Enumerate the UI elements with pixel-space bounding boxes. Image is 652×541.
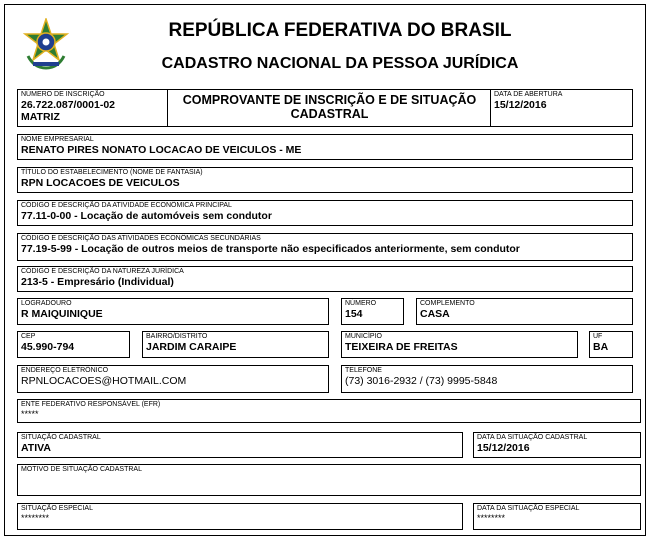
complemento-box xyxy=(416,298,633,325)
efr-label: ENTE FEDERATIVO RESPONSÁVEL (EFR) xyxy=(21,401,161,408)
bairro-label: BAIRRO/DISTRITO xyxy=(146,333,208,340)
abertura-value: 15/12/2016 xyxy=(494,99,547,111)
page-title: REPÚBLICA FEDERATIVA DO BRASIL xyxy=(168,20,512,41)
natureza-juridica-value: 213-5 - Empresário (Individual) xyxy=(21,276,174,288)
data-situacao-value: 15/12/2016 xyxy=(477,442,530,454)
numero-box xyxy=(341,298,404,325)
numero-value: 154 xyxy=(345,308,363,320)
fantasia-value: RPN LOCACOES DE VEICULOS xyxy=(21,177,180,189)
telefone-value: (73) 3016-2932 / (73) 9995-5848 xyxy=(345,375,498,387)
inscricao-value: 26.722.087/0001-02 xyxy=(21,99,116,111)
logradouro-value: R MAIQUINIQUE xyxy=(21,308,103,320)
logradouro-label: LOGRADOURO xyxy=(21,300,72,307)
telefone-box xyxy=(341,365,633,393)
comprovante-title-line2: CADASTRAL xyxy=(290,107,369,121)
efr-box xyxy=(17,399,641,423)
uf-box xyxy=(589,331,633,358)
motivo-box xyxy=(17,464,641,496)
situacao-especial-box xyxy=(17,503,463,530)
bairro-value: JARDIM CARAIPE xyxy=(146,341,237,353)
atividades-secundarias-label: CÓDIGO E DESCRIÇÃO DAS ATIVIDADES ECONÔMICAS SECUNDÁRIAS xyxy=(21,235,261,242)
data-situacao-especial-value: ******** xyxy=(477,513,506,523)
fantasia-label: TÍTULO DO ESTABELECIMENTO (NOME DE FANTASIA) xyxy=(21,169,203,176)
situacao-box xyxy=(17,432,463,458)
email-value: RPNLOCACOES@HOTMAIL.COM xyxy=(21,375,187,387)
abertura-box xyxy=(490,89,633,127)
municipio-label: MUNICÍPIO xyxy=(345,333,382,340)
efr-value: ***** xyxy=(21,409,39,419)
comprovante-title-line1: COMPROVANTE DE INSCRIÇÃO E DE SITUAÇÃO xyxy=(182,93,477,107)
logradouro-box xyxy=(17,298,329,325)
situacao-value: ATIVA xyxy=(21,442,51,454)
natureza-juridica-label: CÓDIGO E DESCRIÇÃO DA NATUREZA JURÍDICA xyxy=(21,268,184,275)
municipio-value: TEIXEIRA DE FREITAS xyxy=(345,341,458,353)
inscricao-box xyxy=(17,89,168,127)
municipio-box xyxy=(341,331,578,358)
data-situacao-box xyxy=(473,432,641,458)
uf-label: UF xyxy=(593,333,603,340)
email-box xyxy=(17,365,329,393)
motivo-label: MOTIVO DE SITUAÇÃO CADASTRAL xyxy=(21,466,142,473)
numero-label: NÚMERO xyxy=(345,300,377,307)
situacao-especial-label: SITUAÇÃO ESPECIAL xyxy=(21,505,93,512)
bairro-box xyxy=(142,331,329,358)
nome-empresarial-box xyxy=(17,134,633,160)
complemento-value: CASA xyxy=(420,308,450,320)
atividades-secundarias-value: 77.19-5-99 - Locação de outros meios de transporte não especificados anteriormente, sem condutor xyxy=(21,243,520,255)
complemento-label: COMPLEMENTO xyxy=(420,300,475,307)
inscricao-tipo: MATRIZ xyxy=(21,111,60,123)
atividade-principal-value: 77.11-0-00 - Locação de automóveis sem condutor xyxy=(21,210,272,222)
telefone-label: TELEFONE xyxy=(345,367,382,374)
cep-label: CEP xyxy=(21,333,36,340)
page-subtitle: CADASTRO NACIONAL DA PESSOA JURÍDICA xyxy=(161,55,519,72)
email-label: ENDEREÇO ELETRÔNICO xyxy=(21,367,109,374)
abertura-label: DATA DE ABERTURA xyxy=(494,91,563,98)
atividade-principal-label: CÓDIGO E DESCRIÇÃO DA ATIVIDADE ECONÔMICA PRINCIPAL xyxy=(21,202,232,209)
cep-value: 45.990-794 xyxy=(21,341,75,353)
atividade-principal-box xyxy=(17,200,633,226)
fantasia-box xyxy=(17,167,633,193)
uf-value: BA xyxy=(593,341,609,353)
natureza-juridica-box xyxy=(17,266,633,292)
data-situacao-especial-box xyxy=(473,503,641,530)
situacao-especial-value: ******** xyxy=(21,513,50,523)
atividades-secundarias-box xyxy=(17,233,633,261)
nome-empresarial-label: NOME EMPRESARIAL xyxy=(21,136,94,143)
data-situacao-especial-label: DATA DA SITUAÇÃO ESPECIAL xyxy=(477,505,580,512)
comprovante-box xyxy=(167,89,491,127)
situacao-label: SITUAÇÃO CADASTRAL xyxy=(21,434,101,441)
cep-box xyxy=(17,331,130,358)
data-situacao-label: DATA DA SITUAÇÃO CADASTRAL xyxy=(477,434,588,441)
inscricao-label: NÚMERO DE INSCRIÇÃO xyxy=(21,91,105,98)
nome-empresarial-value: RENATO PIRES NONATO LOCACAO DE VEICULOS - ME xyxy=(21,144,302,156)
brazil-coat-of-arms-icon xyxy=(20,18,72,70)
